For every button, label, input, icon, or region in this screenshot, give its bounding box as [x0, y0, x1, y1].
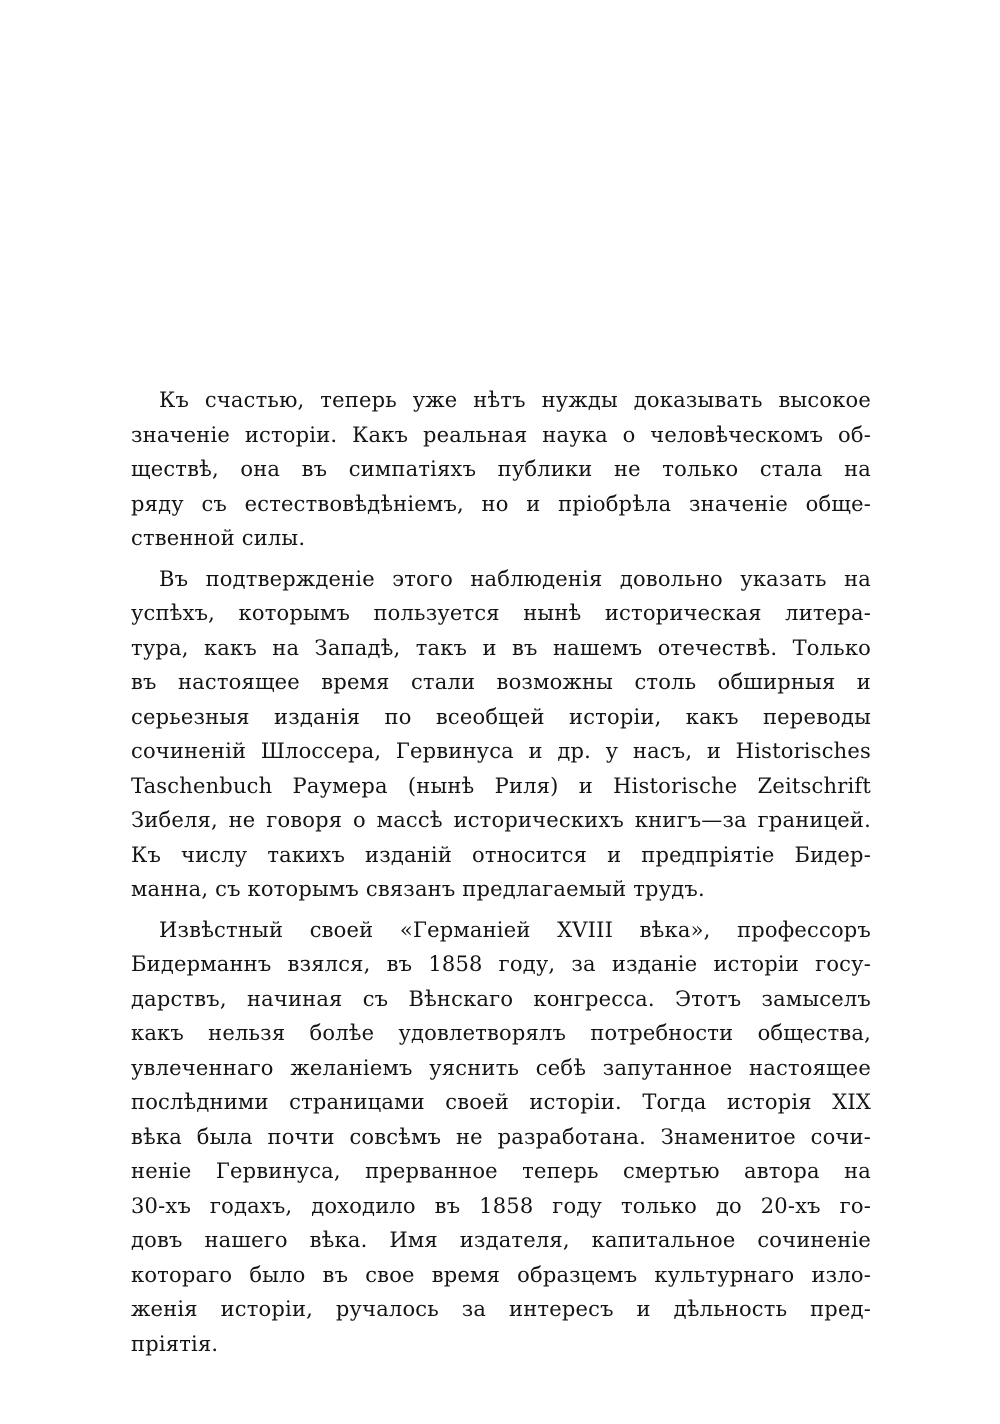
body-text: [131, 383, 871, 1361]
text-line: Къ числу такихъ изданій относится и предпріятіе Бидер-: [131, 842, 871, 867]
text-line: пріятія.: [131, 1331, 219, 1356]
text-line: успѣхъ, которымъ пользуется нынѣ историческая литера-: [131, 601, 871, 625]
text-line: дарствъ, начиная съ Вѣнскаго конгресса. Этотъ замыселъ: [131, 986, 871, 1011]
text-line: женія исторіи, ручалось за интересъ и дѣльность пред-: [131, 1297, 871, 1321]
text-line: 30-хъ годахъ, доходило въ 1858 году только до 20-хъ го-: [131, 1193, 871, 1218]
text-line: вѣка была почти совсѣмъ не разработана. Знаменитое сочи-: [131, 1124, 871, 1149]
text-line: сочиненій Шлоссера, Гервинуса и др. у насъ, и Historisches: [131, 739, 871, 763]
text-line: довъ нашего вѣка. Имя издателя, капитальное сочиненіе: [131, 1228, 871, 1252]
text-line: послѣдними страницами своей исторіи. Тогда исторія XIX: [131, 1090, 871, 1114]
text-line: Къ счастью, теперь уже нѣтъ нужды доказывать высокое: [159, 388, 871, 412]
text-line: ществѣ, она въ симпатіяхъ публики не только стала на: [131, 457, 871, 481]
text-line: ряду съ естествовѣдѣніемъ, но и пріобрѣла значеніе обще-: [131, 491, 871, 516]
text-line: увлеченнаго желаніемъ уяснить себѣ запутанное настоящее: [131, 1055, 871, 1080]
text-line: Зибеля, не говоря о массѣ историческихъ книгъ—за границей.: [131, 808, 871, 832]
text-line: серьезныя изданія по всеобщей исторіи, какъ переводы: [131, 704, 871, 729]
text-line: тура, какъ на Западѣ, такъ и въ нашемъ отечествѣ. Только: [131, 635, 871, 660]
paragraph-2: [131, 562, 871, 907]
text-line: котораго было въ свое время образцемъ культурнаго изло-: [131, 1262, 871, 1287]
paragraph-1: [131, 383, 871, 556]
text-line: манна, съ которымъ связанъ предлагаемый трудъ.: [131, 877, 705, 901]
text-line: какъ нельзя болѣе удовлетворялъ потребности общества,: [131, 1021, 871, 1045]
paragraph-3: [131, 913, 871, 1362]
text-line: Бидерманнъ взялся, въ 1858 году, за изданіе исторіи госу-: [131, 952, 871, 976]
text-line: въ настоящее время стали возможны столь обширныя и: [131, 670, 871, 694]
text-line: Извѣстный своей «Германіей XVIII вѣка», профессоръ: [159, 917, 871, 942]
text-line: значеніе исторіи. Какъ реальная наука о человѣческомъ об-: [131, 422, 871, 447]
text-line: Въ подтвержденіе этого наблюденія довольно указать на: [159, 566, 871, 591]
text-line: ственной силы.: [131, 526, 306, 550]
text-line: неніе Гервинуса, прерванное теперь смертью автора на: [131, 1159, 871, 1183]
text-line: Taschenbuch Раумера (нынѣ Риля) и Historische Zeitschrift: [131, 773, 871, 798]
